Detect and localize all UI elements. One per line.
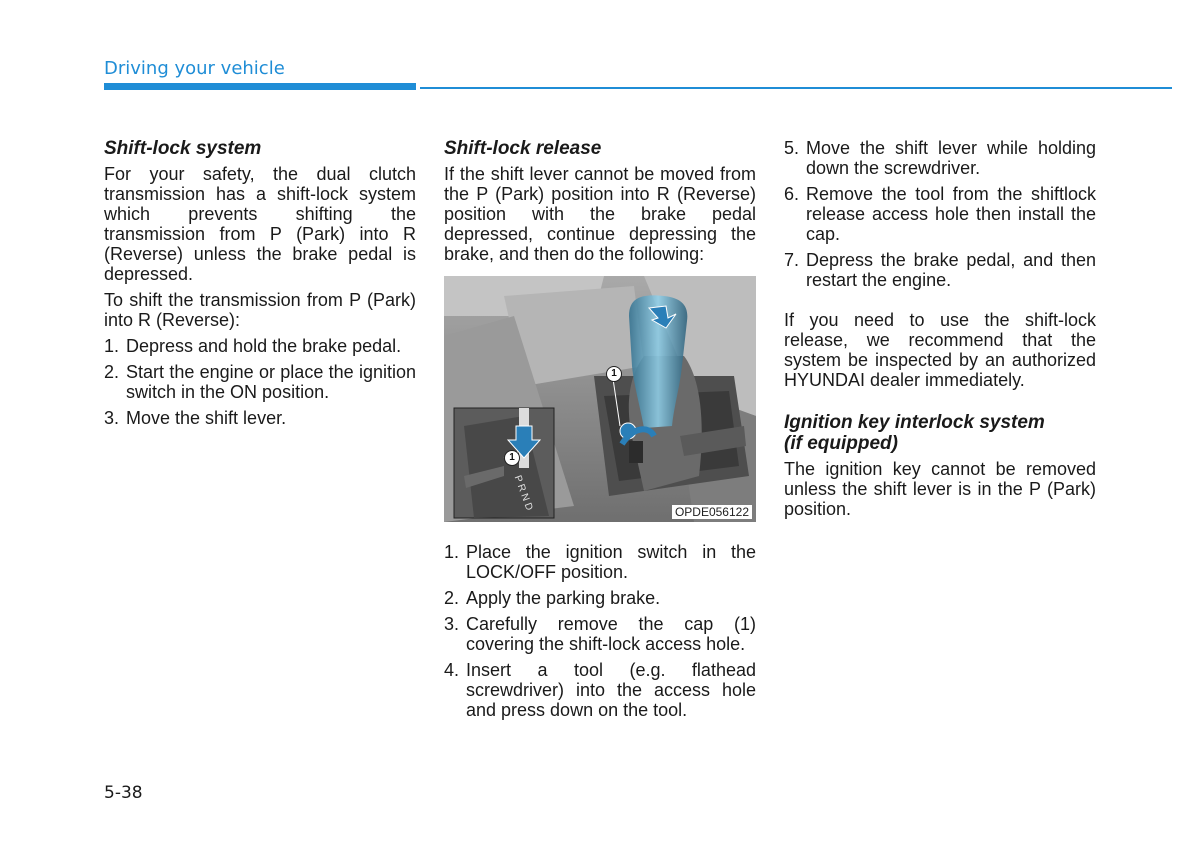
- list-item: [104, 336, 416, 356]
- list-item: [104, 362, 416, 402]
- column-shift-lock-release: [444, 138, 756, 726]
- step-text: Move the shift lever.: [126, 408, 287, 428]
- step-number: 2.: [444, 588, 460, 608]
- list-item: [784, 138, 1096, 178]
- step-number: 1.: [104, 336, 120, 356]
- step-text: Carefully remove the cap (1) covering the shift-lock access hole.: [466, 614, 756, 654]
- list-item: [444, 588, 756, 608]
- list-item: [784, 184, 1096, 244]
- list-item: [444, 660, 756, 720]
- heading-ignition-key-interlock: [784, 412, 1096, 454]
- heading-line-equipped: (if equipped): [784, 433, 898, 454]
- step-list: [784, 138, 1096, 290]
- step-text: Apply the parking brake.: [466, 588, 661, 608]
- figure-code: OPDE056122: [672, 505, 752, 519]
- paragraph: If you need to use the shift-lock release, we recommend that the system be inspected by an authorized HYUNDAI dealer immediately.: [784, 310, 1096, 390]
- column-shift-lock-system: [104, 138, 416, 434]
- paragraph: For your safety, the dual clutch transmission has a shift-lock system which prevents shifting the transmission from P (Park) into R (Reverse) unless the brake pedal is depressed.: [104, 164, 416, 284]
- step-number: 5.: [784, 138, 800, 158]
- step-list: [444, 542, 756, 720]
- column-continued: [784, 138, 1096, 525]
- paragraph: To shift the transmission from P (Park) into R (Reverse):: [104, 290, 416, 330]
- paragraph: If the shift lever cannot be moved from the P (Park) position into R (Reverse) position with the brake pedal depressed, continue depressing the brake, and then do the following:: [444, 164, 756, 264]
- section-title: Driving your vehicle: [104, 58, 285, 79]
- step-number: 2.: [104, 362, 120, 382]
- step-text: Move the shift lever while holding down the screwdriver.: [806, 138, 1096, 178]
- callout-1-inset: 1: [504, 450, 520, 466]
- paragraph: The ignition key cannot be removed unless the shift lever is in the P (Park) position.: [784, 459, 1096, 519]
- gear-position-letters: P R N D: [511, 474, 535, 513]
- heading-shift-lock-system: Shift-lock system: [104, 138, 262, 159]
- callout-1-main: 1: [606, 366, 622, 382]
- heading-line: Ignition key interlock system: [784, 412, 1045, 433]
- step-text: Insert a tool (e.g. flathead screwdriver) into the access hole and press down on the tool.: [466, 660, 756, 720]
- heading-shift-lock-release: Shift-lock release: [444, 138, 602, 159]
- list-item: [784, 250, 1096, 290]
- list-item: [444, 542, 756, 582]
- header-bar-thick: [104, 83, 416, 90]
- step-number: 6.: [784, 184, 800, 204]
- step-text: Depress the brake pedal, and then restart the engine.: [806, 250, 1096, 290]
- step-text: Place the ignition switch in the LOCK/OFF position.: [466, 542, 756, 582]
- list-item: [104, 408, 416, 428]
- step-number: 4.: [444, 660, 460, 680]
- step-number: 3.: [104, 408, 120, 428]
- step-number: 3.: [444, 614, 460, 634]
- shift-lever-illustration: [444, 276, 756, 522]
- step-text: Start the engine or place the ignition switch in the ON position.: [126, 362, 416, 402]
- step-list: [104, 336, 416, 428]
- step-text: Remove the tool from the shiftlock release access hole then install the cap.: [806, 184, 1096, 244]
- step-text: Depress and hold the brake pedal.: [126, 336, 402, 356]
- header-rule-thin: [420, 87, 1172, 89]
- list-item: [444, 614, 756, 654]
- shift-lever-drawing: [444, 276, 756, 522]
- step-number: 7.: [784, 250, 800, 270]
- step-number: 1.: [444, 542, 460, 562]
- page-number: 5-38: [104, 783, 143, 803]
